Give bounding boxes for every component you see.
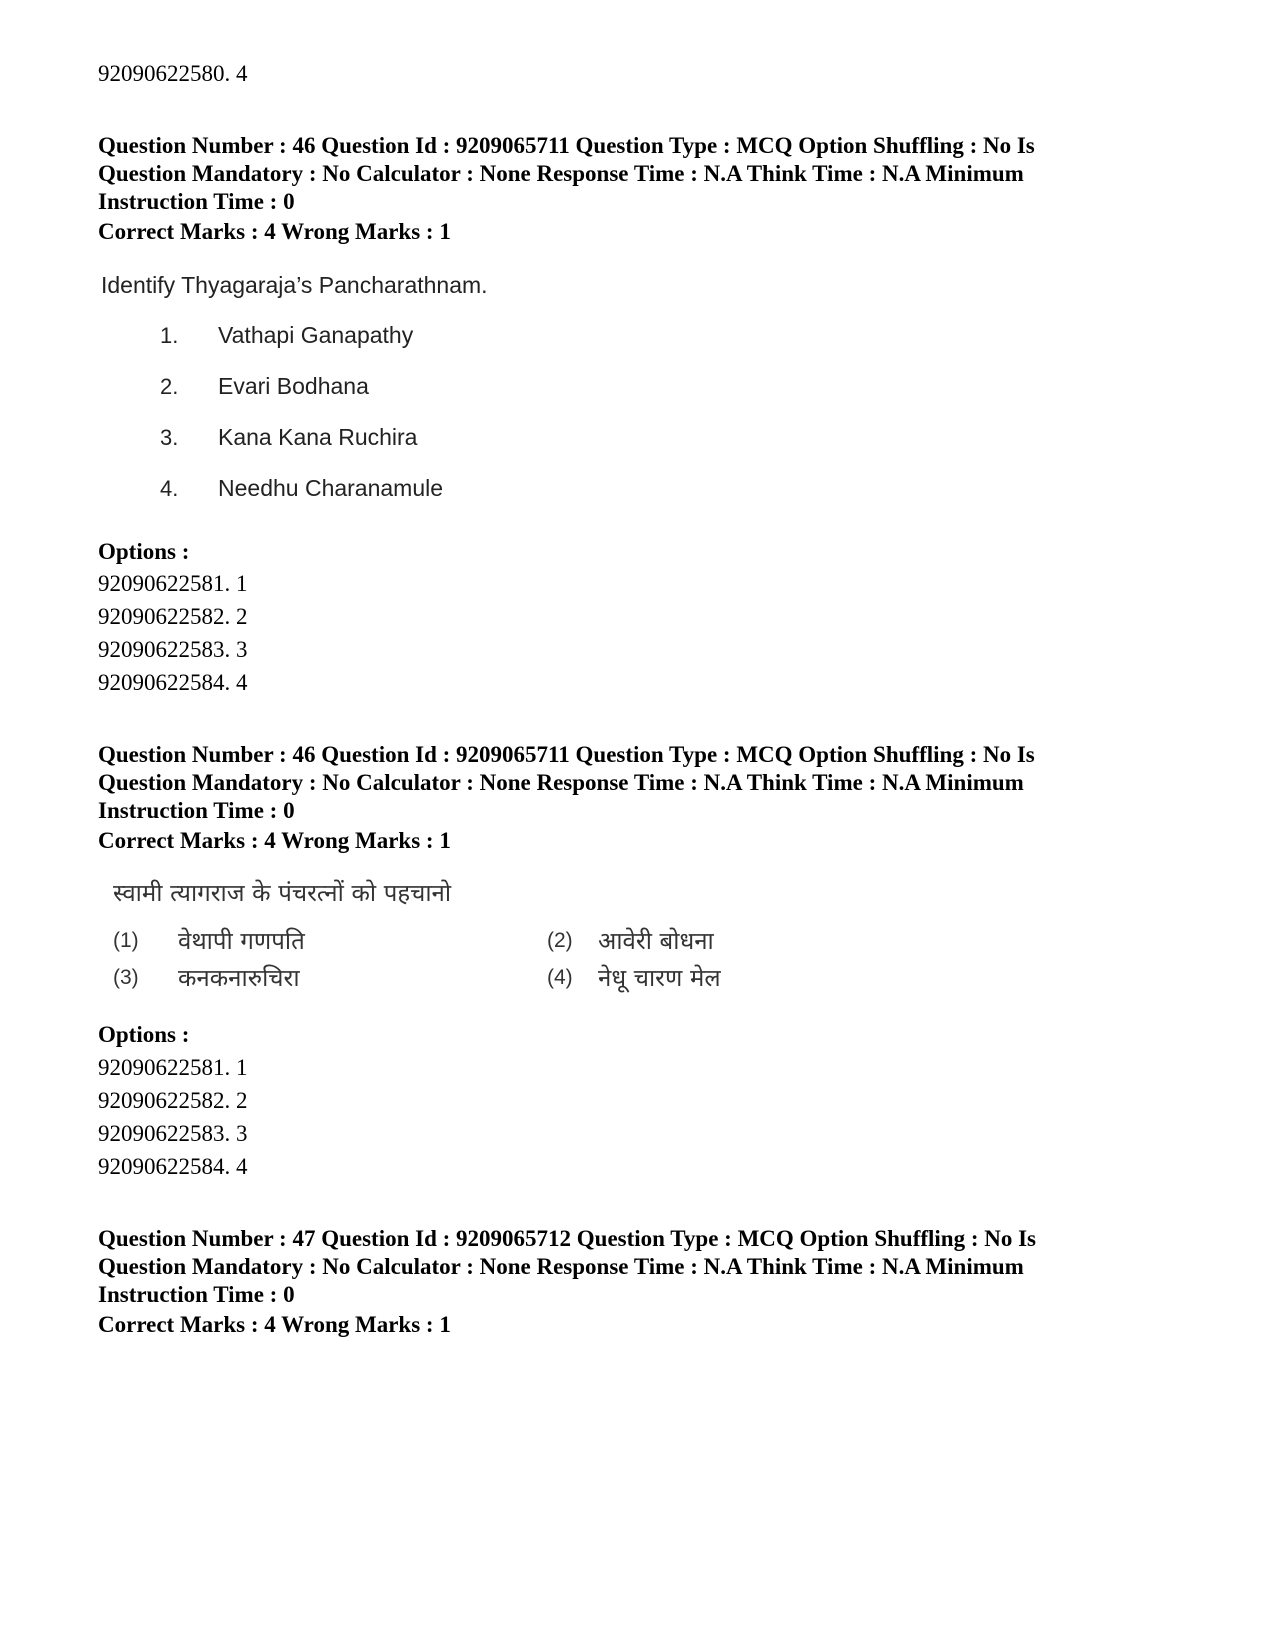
question-meta-line: Question Number : 46 Question Id : 9209065711 Question Type : MCQ Option Shuffling : No Is bbox=[98, 133, 1035, 158]
question-meta-line: Question Mandatory : No Calculator : None Response Time : N.A Think Time : N.A Minimum bbox=[98, 1254, 1024, 1279]
question-meta-line: Question Mandatory : No Calculator : None Response Time : N.A Think Time : N.A Minimum bbox=[98, 161, 1024, 186]
question-2-item-number: (2) bbox=[547, 929, 573, 952]
question-1-meta bbox=[98, 132, 1188, 216]
question-meta-line: Instruction Time : 0 bbox=[98, 189, 295, 214]
question-meta-line: Instruction Time : 0 bbox=[98, 798, 295, 823]
question-1-item-text: Evari Bodhana bbox=[218, 373, 369, 399]
question-1-item-number: 2. bbox=[160, 374, 179, 399]
question-2-options-label: Options : bbox=[98, 1022, 190, 1047]
question-2-option: 92090622583. 3 bbox=[98, 1121, 248, 1146]
question-1-item-number: 4. bbox=[160, 476, 179, 501]
question-1-marks: Correct Marks : 4 Wrong Marks : 1 bbox=[98, 219, 451, 244]
question-1-option: 92090622582. 2 bbox=[98, 604, 248, 629]
question-meta-line: Question Mandatory : No Calculator : None Response Time : N.A Think Time : N.A Minimum bbox=[98, 770, 1024, 795]
question-1-item-number: 1. bbox=[160, 323, 179, 348]
question-1-options-label: Options : bbox=[98, 539, 190, 564]
question-2-prompt: स्वामी त्यागराज के पंचरत्नों को पहचानो bbox=[113, 879, 452, 907]
question-1-item-number: 3. bbox=[160, 425, 179, 450]
question-3-marks: Correct Marks : 4 Wrong Marks : 1 bbox=[98, 1312, 451, 1337]
question-2-item-text: नेधू चारण मेल bbox=[598, 964, 721, 992]
question-2-option: 92090622584. 4 bbox=[98, 1154, 248, 1179]
question-1-option: 92090622584. 4 bbox=[98, 670, 248, 695]
question-meta-line: Question Number : 47 Question Id : 9209065712 Question Type : MCQ Option Shuffling : No Is bbox=[98, 1226, 1037, 1251]
question-2-marks: Correct Marks : 4 Wrong Marks : 1 bbox=[98, 828, 451, 853]
previous-option-line: 92090622580. 4 bbox=[98, 61, 248, 86]
question-2-meta bbox=[98, 741, 1188, 825]
question-1-item-text: Vathapi Ganapathy bbox=[218, 322, 414, 348]
question-2-option: 92090622581. 1 bbox=[98, 1055, 248, 1080]
question-1-option: 92090622581. 1 bbox=[98, 571, 248, 596]
question-2-item-text: आवेरी बोधना bbox=[598, 927, 714, 955]
question-2-option: 92090622582. 2 bbox=[98, 1088, 248, 1113]
question-2-item-number: (1) bbox=[113, 929, 139, 952]
question-2-item-text: वेथापी गणपति bbox=[178, 927, 305, 955]
question-2-item-number: (4) bbox=[547, 966, 573, 989]
question-1-item-text: Kana Kana Ruchira bbox=[218, 424, 418, 450]
question-meta-line: Instruction Time : 0 bbox=[98, 1282, 295, 1307]
question-1-item-text: Needhu Charanamule bbox=[218, 475, 444, 501]
question-1-option: 92090622583. 3 bbox=[98, 637, 248, 662]
question-2-item-number: (3) bbox=[113, 966, 139, 989]
question-meta-line: Question Number : 46 Question Id : 9209065711 Question Type : MCQ Option Shuffling : No Is bbox=[98, 742, 1035, 767]
question-2-item-text: कनकनारुचिरा bbox=[178, 964, 300, 992]
question-1-prompt: Identify Thyagaraja’s Pancharathnam. bbox=[101, 272, 488, 298]
question-3-meta bbox=[98, 1225, 1188, 1309]
